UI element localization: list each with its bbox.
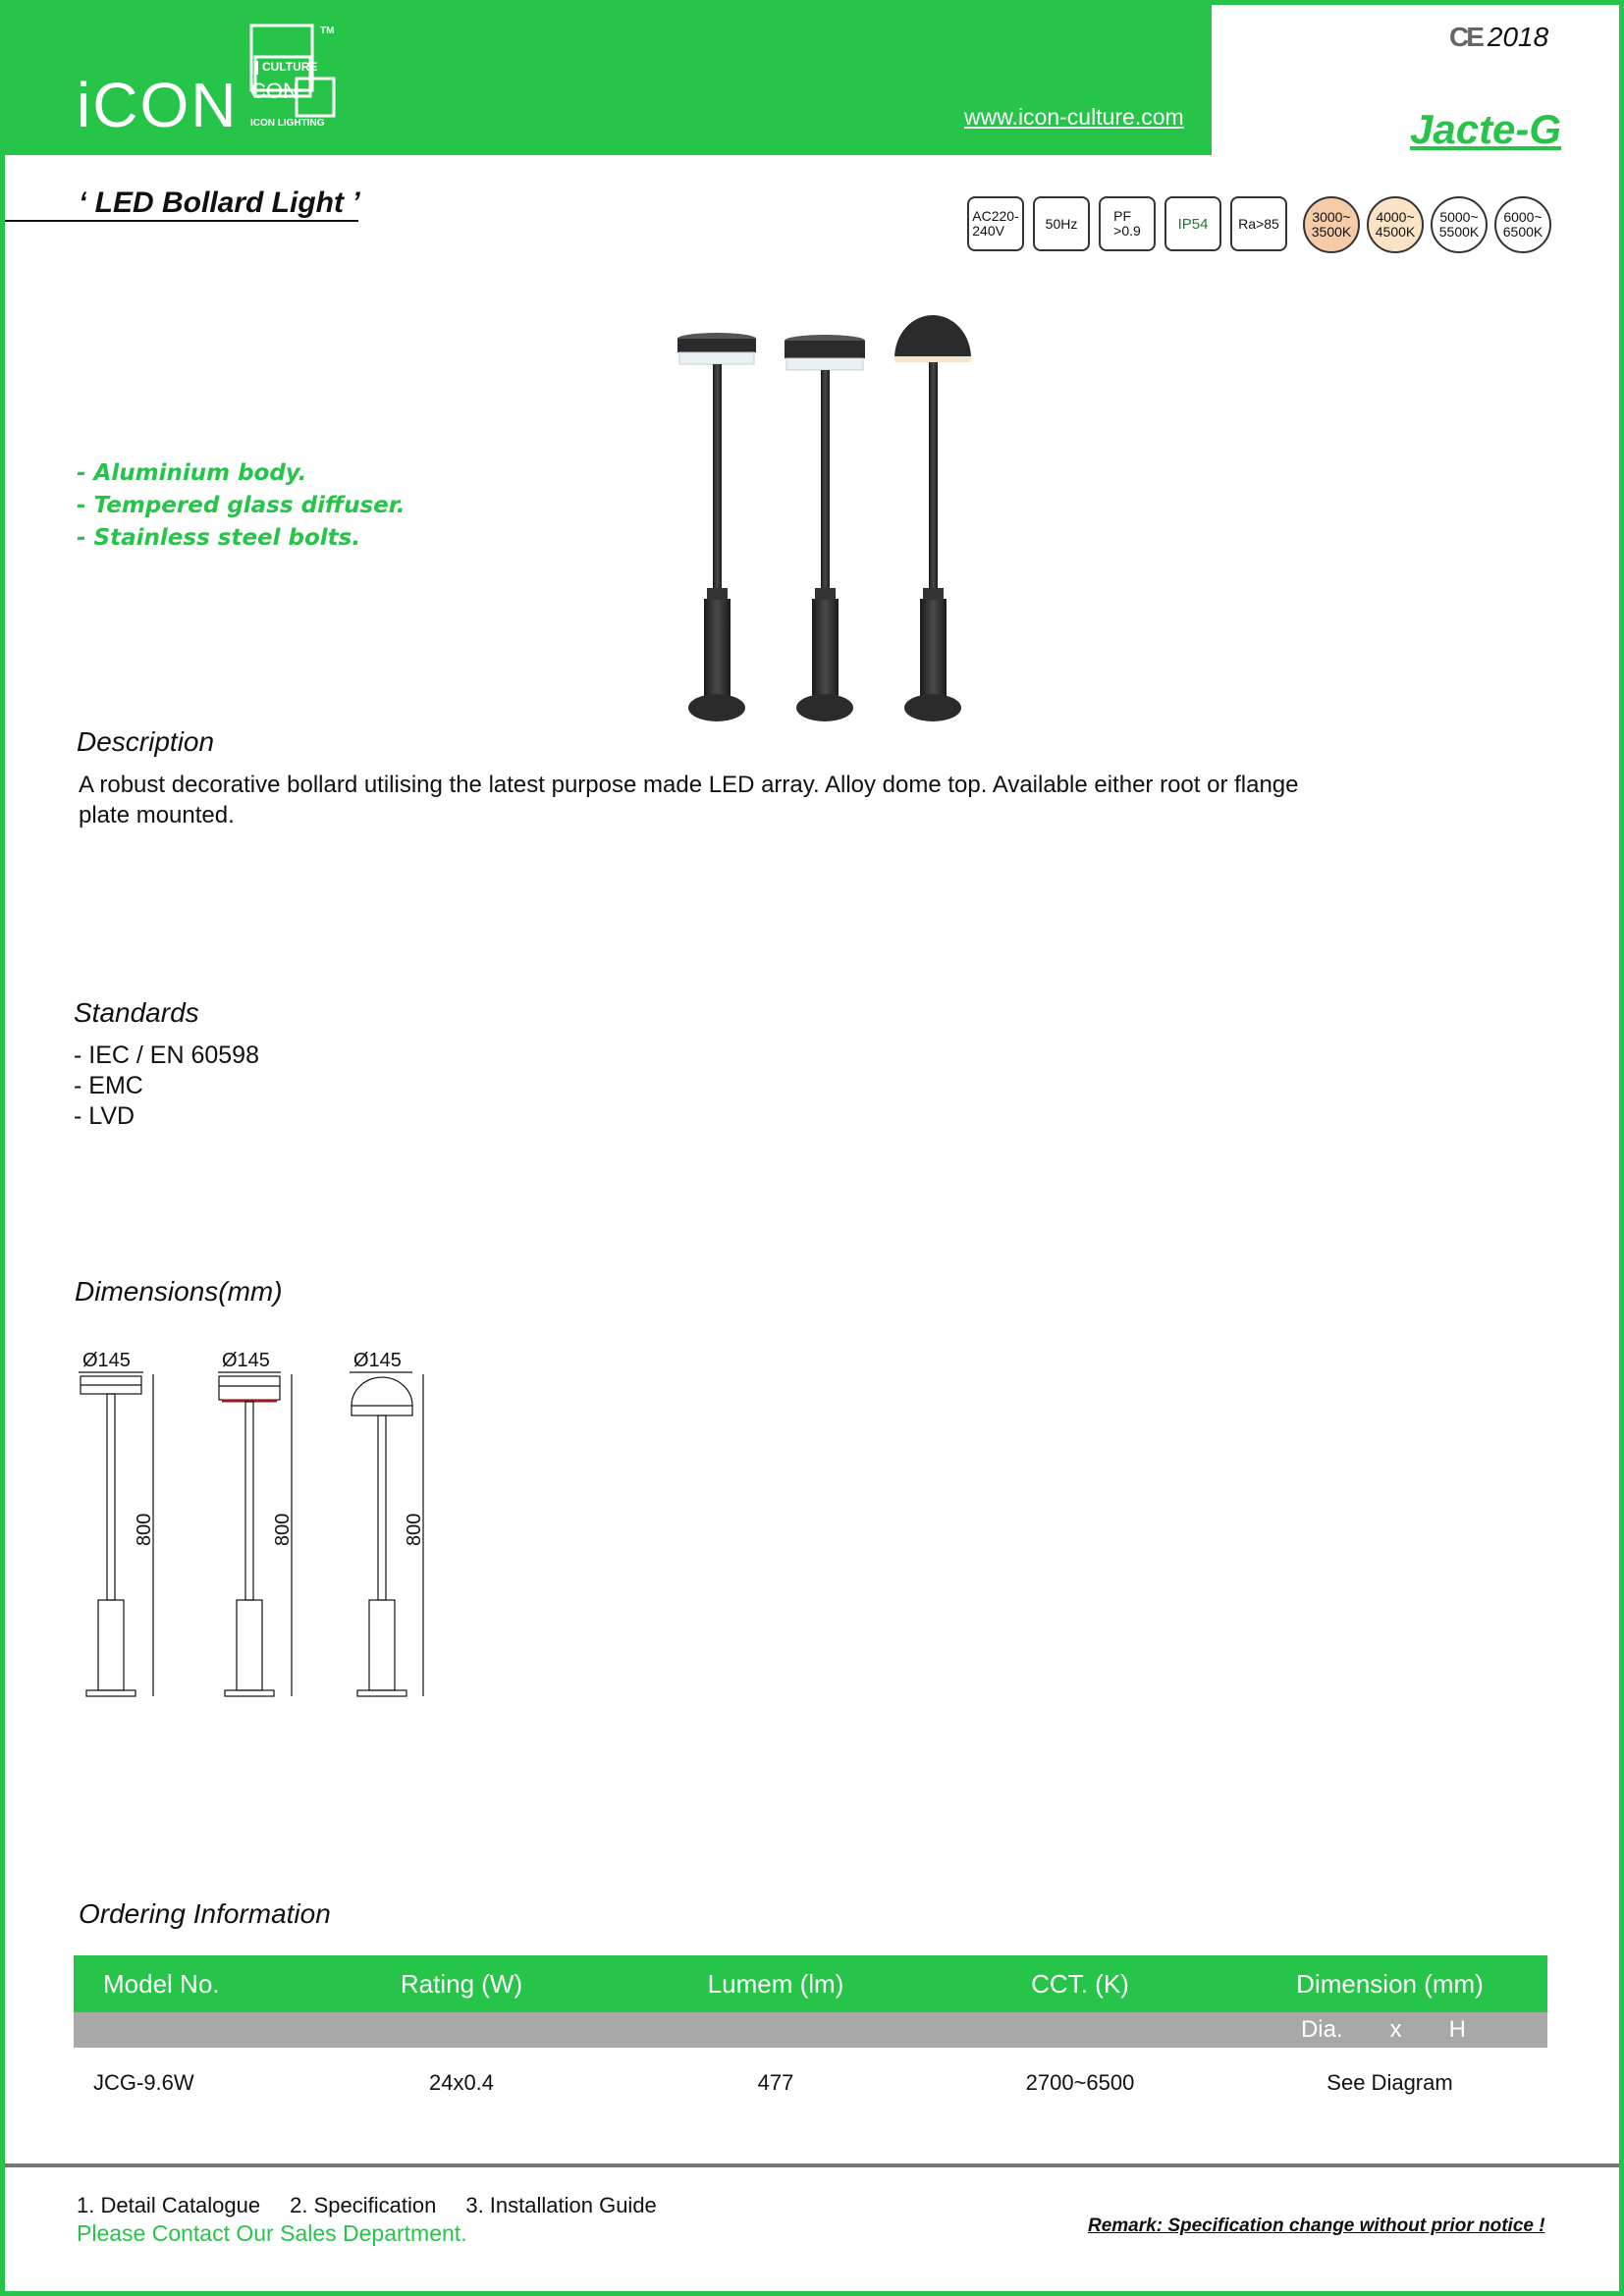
standard-item: - EMC xyxy=(74,1072,143,1099)
cell-rating: 24x0.4 xyxy=(428,2070,495,2095)
cct-badge-5000: 5000~ 5500K xyxy=(1431,196,1488,253)
dimensions-heading: Dimensions(mm) xyxy=(75,1276,283,1307)
link-specification[interactable]: 2. Specification xyxy=(290,2193,437,2217)
height-label: 800 xyxy=(272,1513,294,1546)
column-header-dimension: Dimension (mm) xyxy=(1296,1968,1484,1999)
footer-divider xyxy=(5,2163,1619,2167)
cell-dimension: See Diagram xyxy=(1326,2070,1453,2095)
bollard-dome-top xyxy=(894,315,971,721)
ordering-table xyxy=(74,1955,1547,2118)
spec-badges xyxy=(967,196,1287,251)
ip-rating-badge: IP54 xyxy=(1164,196,1221,251)
product-photo xyxy=(668,299,992,731)
description-heading: Description xyxy=(77,726,215,757)
feature-item: - Stainless steel bolts. xyxy=(77,525,361,551)
table-row xyxy=(74,2048,1547,2118)
footer-links xyxy=(77,2193,657,2218)
column-header-rating: Rating (W) xyxy=(400,1968,523,1999)
voltage-badge: AC220- 240V xyxy=(967,196,1024,251)
diameter-label: Ø145 xyxy=(353,1350,402,1371)
sub-label-h: H xyxy=(1448,2016,1466,2043)
height-label: 800 xyxy=(404,1513,425,1546)
bollard-disc-top xyxy=(785,335,865,721)
header-band xyxy=(0,0,1212,155)
website-link[interactable]: www.icon-culture.com xyxy=(964,104,1184,130)
sub-label-x: x xyxy=(1389,2016,1402,2043)
diameter-label: Ø145 xyxy=(222,1350,270,1371)
cell-lumen: 477 xyxy=(757,2070,794,2095)
remark-note: Remark: Specification change without prior notice ! xyxy=(1088,2216,1545,2236)
cct-badge-6000: 6000~ 6500K xyxy=(1494,196,1551,253)
sub-label-dia: Dia. xyxy=(1300,2016,1343,2043)
height-label: 800 xyxy=(134,1513,155,1546)
icon-culture-logo xyxy=(245,22,344,132)
feature-list xyxy=(77,457,406,555)
svg-text:TM: TM xyxy=(320,26,335,36)
bollard-flat-top xyxy=(677,333,756,721)
model-code: Jacte-G xyxy=(1410,106,1562,152)
feature-item: - Tempered glass diffuser. xyxy=(77,493,406,518)
standard-item: - IEC / EN 60598 xyxy=(74,1041,259,1069)
brand-wordmark: iCON xyxy=(77,70,239,140)
standards-list xyxy=(74,1041,259,1132)
diameter-label: Ø145 xyxy=(82,1350,131,1371)
svg-text:CON: CON xyxy=(250,79,298,103)
table-subheader xyxy=(74,2012,1547,2048)
standard-item: - LVD xyxy=(74,1102,135,1130)
ce-mark-icon: CE xyxy=(1449,22,1482,52)
catalogue-year: 2018 xyxy=(1487,22,1549,52)
product-title: ‘ LED Bollard Light ’ xyxy=(79,187,360,219)
cell-model: JCG-9.6W xyxy=(93,2070,194,2095)
cell-cct: 2700~6500 xyxy=(1025,2070,1135,2095)
ce-year xyxy=(1449,22,1548,53)
svg-text:ICON LIGHTING: ICON LIGHTING xyxy=(250,118,325,129)
title-underline xyxy=(5,220,358,222)
ordering-heading: Ordering Information xyxy=(79,1898,331,1929)
column-header-cct: CCT. (K) xyxy=(1031,1968,1129,1999)
standards-heading: Standards xyxy=(74,997,199,1028)
description-text: A robust decorative bollard utilising the latest purpose made LED array. Alloy dome top. Available either root or flange plate mounted. xyxy=(79,772,1299,828)
link-installation-guide[interactable]: 3. Installation Guide xyxy=(465,2193,657,2217)
svg-text:CULTURE: CULTURE xyxy=(262,60,318,74)
contact-note: Please Contact Our Sales Department. xyxy=(77,2220,467,2246)
cct-badges xyxy=(1303,196,1551,253)
cri-badge: Ra>85 xyxy=(1230,196,1287,251)
cct-badge-4000: 4000~ 4500K xyxy=(1367,196,1424,253)
dimension-drawing xyxy=(77,1345,450,1718)
cct-badge-3000: 3000~ 3500K xyxy=(1303,196,1360,253)
column-header-lumen: Lumem (lm) xyxy=(707,1968,844,1999)
frequency-badge: 50Hz xyxy=(1033,196,1090,251)
column-header-model: Model No. xyxy=(103,1968,220,1999)
power-factor-badge: PF >0.9 xyxy=(1099,196,1156,251)
feature-item: - Aluminium body. xyxy=(77,460,307,486)
link-detail-catalogue[interactable]: 1. Detail Catalogue xyxy=(77,2193,261,2217)
table-header xyxy=(74,1955,1547,2012)
